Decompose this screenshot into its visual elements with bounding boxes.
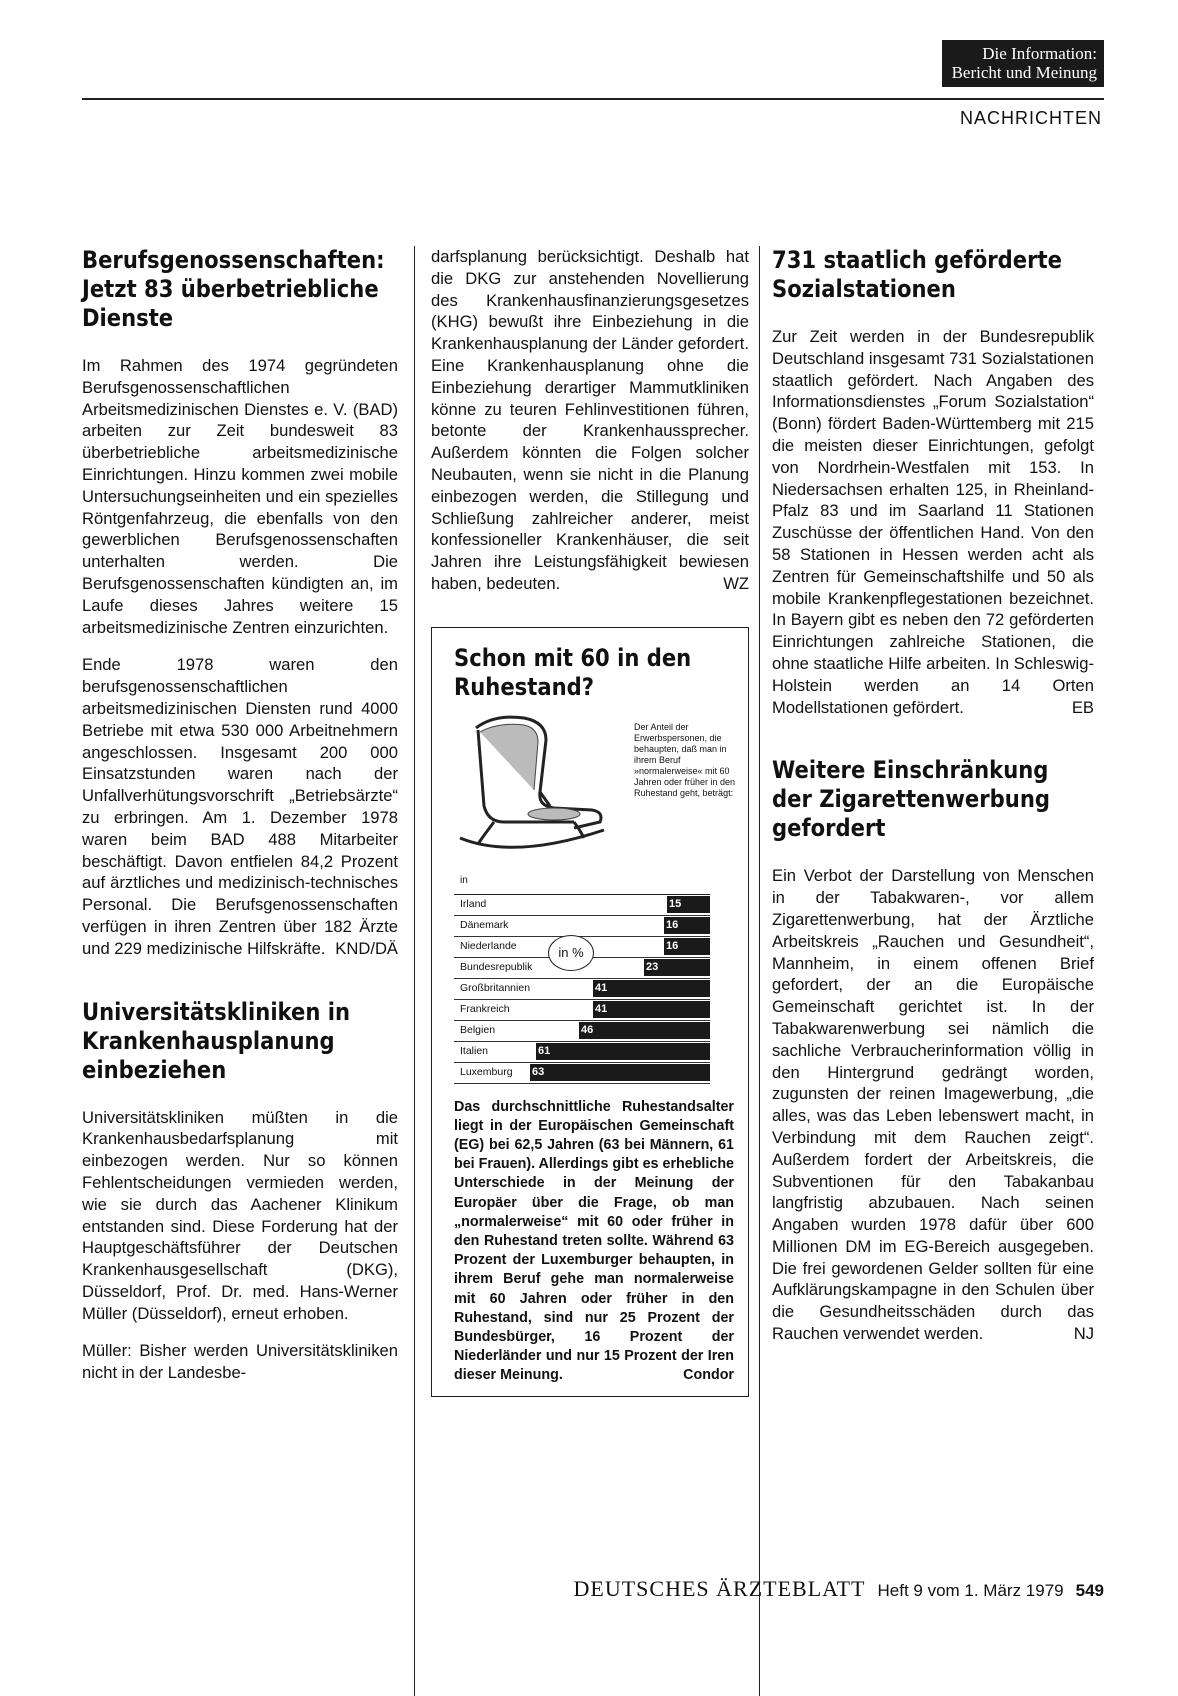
- footer-publication: DEUTSCHES ÄRZTEBLATT: [573, 1576, 866, 1601]
- bar: [664, 917, 710, 934]
- footer-issue: Heft 9 vom 1. März 1979: [877, 1581, 1064, 1600]
- bar-category-label: Niederlande: [460, 939, 517, 952]
- rocking-chair-icon: [454, 710, 624, 860]
- chart-caption-signature: Condor: [683, 1367, 734, 1384]
- page-footer: [0, 1576, 1104, 1602]
- bar-value-label: 46: [581, 1023, 594, 1036]
- bar-row: [454, 895, 710, 916]
- bar: [579, 1022, 710, 1039]
- article-2-paragraph-1: Universitätskliniken müßten in die Krankenhausbedarfsplanung mit einbezogen werden. Nur so können Fehlentscheidungen vermieden werden, wie sie durch das Aachener Klinikum entstanden sind. Diese Forderung hat der Hauptgeschäftsführer der Deutschen Krankenhausgesellschaft (DKG), Düsseldorf, Prof. Dr. med. Hans-Werner Müller (Düsseldorf), erneut erhoben.: [82, 1107, 398, 1323]
- bar: [536, 1043, 710, 1060]
- bar-value-label: 23: [646, 960, 659, 973]
- article-2-paragraph-2-continued-text: darfsplanung berücksichtigt. Deshalb hat die DKG zur anstehenden Novellierung des Krankenhausfinanzierungsgesetzes (KHG) bewußt ihre Einbeziehung in die Krankenhausplanung der Länder gefordert. Eine Krankenhausplanung ohne die Einbeziehung derartiger Mammutkliniken könne zu teuren Fehlinvestitionen führen, betonte der Krankenhaussprecher. Außerdem könnten die Folgen solcher Neubauten, wenn sie nicht in die Planung einbezogen werden, die Stillegung und Schließung zahlreicher anderer, meist konfessioneller Krankenhäuser, die seit Jahren ihre Leistungsfähigkeit bewiesen haben, bedeuten.: [431, 247, 749, 593]
- bar-category-label: Belgien: [460, 1023, 496, 1036]
- article-4-paragraph-1-text: Ein Verbot der Darstellung von Menschen in der Tabakwaren-, vor allem Zigarettenwerbung, hat der Ärztliche Arbeitskreis „Rauchen und Gesundheit“, Mannheim, in einem offenen Brief gefordert, der an die Europäische Gemeinschaft gerichtet ist. In der Tabakwarenwerbung sei nämlich die sachliche Verbraucherinformation völlig in den Hintergrund gedrängt worden, zugunsten der reinen Imagewerbung, „die alles, was das Leben lebenswert macht, in Verbindung mit dem Rauchen zeigt“. Außerdem fordert der Arbeitskreis, die Subventionen für den Tabakanbau langfristig abzubauen. Nach seinen Angaben wurden 1978 dafür über 600 Millionen DM im EG-Bereich ausgegeben. Die frei gewordenen Gelder sollten für eine Aufklärungskampagne in den Schulen über die Gesundheitsschäden durch das Rauchen verwendet werden.: [772, 866, 1094, 1344]
- chart-unit-label: in %: [548, 935, 594, 971]
- chart-in-label: in: [460, 874, 468, 886]
- bar-category-label: Luxemburg: [460, 1065, 513, 1078]
- article-3-signature: EB: [1071, 697, 1094, 717]
- chart-note: Der Anteil der Erwerbspersonen, die behaupten, daß man in ihrem Beruf »normalerweise« mit 60 Jahren oder früher in den Ruhestand geht, beträgt:: [634, 721, 736, 798]
- chart-caption: [454, 1098, 734, 1386]
- bar: [530, 1064, 710, 1081]
- footer-page-number: 549: [1075, 1581, 1104, 1600]
- article-2-headline: Universitätskliniken in Krankenhausplanung einbeziehen: [82, 997, 351, 1084]
- retirement-chart-box: [431, 627, 749, 1397]
- bar: [593, 1001, 710, 1018]
- article-3-paragraph-1: [772, 326, 1094, 718]
- bar-row: [454, 979, 710, 1000]
- bar-value-label: 41: [595, 1002, 608, 1015]
- bar-value-label: 16: [666, 918, 679, 931]
- bar-value-label: 15: [669, 897, 682, 910]
- chart-caption-text: Das durchschnittliche Ruhestandsalter liegt in der Europäischen Gemeinschaft (EG) bei 62,5 Jahren (63 bei Männern, 61 bei Frauen). Allerdings gibt es erhebliche Unterschiede in der Meinung der Europäer über die Frage, ob man „normalerweise“ mit 60 oder früher in den Ruhestand treten sollte. Während 63 Prozent der Luxemburger behaupten, in ihrem Beruf gehe man normalerweise mit 60 Jahren oder früher in den Ruhestand, sind nur 25 Prozent der Bundesbürger, 16 Prozent der Niederländer und nur 15 Prozent der Iren dieser Meinung.: [454, 1098, 734, 1384]
- bar-row: [454, 1021, 710, 1042]
- bar-value-label: 63: [532, 1065, 545, 1078]
- header-badge-line1: Die Information:: [982, 44, 1097, 63]
- column-1: [82, 246, 398, 1400]
- section-label: NACHRICHTEN: [959, 108, 1102, 128]
- bar: [667, 896, 710, 913]
- article-1-paragraph-1: Im Rahmen des 1974 gegründeten Berufsgenossenschaftlichen Arbeitsmedizinischen Dienstes e. V. (BAD) arbeiten zur Zeit bundesweit 83 überbetriebliche arbeitsmedizinische Einrichtungen. Hinzu kommen zwei mobile Untersuchungseinheiten und ein spezielles Röntgenfahrzeug, die ebenfalls von den gewerblichen Berufsgenossenschaften unterhalten werden. Die Berufsgenossenschaften kündigten an, im Laufe dieses Jahres weitere 15 arbeitsmedizinische Zentren einzurichten.: [82, 356, 398, 637]
- column-3: [772, 246, 1094, 1361]
- article-1-headline: Berufsgenossenschaften: Jetzt 83 überbetriebliche Dienste: [82, 246, 385, 332]
- article-2-paragraph-2-continued: [431, 246, 749, 595]
- column-2: [431, 246, 749, 1397]
- column-divider-2: [759, 246, 760, 1696]
- article-2-paragraph-2-start: Müller: Bisher werden Universitätskliniken nicht in der Landesbe-: [82, 1341, 398, 1383]
- article-4-headline: Weitere Einschränkung der Zigarettenwerbung gefordert: [772, 756, 1050, 843]
- bar-row: [454, 1042, 710, 1063]
- bar-row: [454, 1063, 710, 1084]
- article-4-signature: NJ: [1073, 1324, 1094, 1344]
- bar-category-label: Irland: [460, 897, 487, 910]
- header-badge-line2: Bericht und Meinung: [951, 63, 1097, 82]
- bar-value-label: 61: [538, 1044, 551, 1057]
- bar-category-label: Frankreich: [460, 1002, 510, 1015]
- article-2-signature: WZ: [723, 573, 749, 593]
- bar-row: [454, 1000, 710, 1021]
- header-rule: [82, 98, 1104, 100]
- header-badge: [942, 40, 1104, 87]
- bar-chart: [454, 894, 710, 1084]
- bar: [664, 938, 710, 955]
- bar-category-label: Bundesrepublik: [460, 960, 533, 973]
- bar-category-label: Italien: [460, 1044, 489, 1057]
- chair-illustration-area: [454, 710, 734, 870]
- bar-category-label: Großbritannien: [460, 981, 531, 994]
- bar-value-label: 41: [595, 981, 608, 994]
- bar-category-label: Dänemark: [460, 918, 509, 931]
- article-3-paragraph-1-text: Zur Zeit werden in der Bundesrepublik Deutschland insgesamt 731 Sozialstationen staatlich gefördert. Nach Angaben des Informationsdienstes „Forum Sozialstation“ (Bonn) fördert Baden-Württemberg mit 215 die meisten dieser Einrichtungen, gefolgt von Nordrhein-Westfalen mit 153. In Niedersachsen erhalten 125, in Rheinland-Pfalz 83 und im Saarland 11 Stationen Zuschüsse der öffentlichen Hand. Von den 58 Stationen in Hessen werden acht als Zentren für Gemeinschaftshilfe und 50 als mobile Krankenpflegestationen bezeichnet. In Bayern gibt es neben den 72 geförderten Einrichtungen zahlreiche Stationen, die ohne staatliche Hilfe arbeiten. In Schleswig-Holstein werden an 14 Orten Modellstationen gefördert.: [772, 327, 1094, 717]
- bar: [644, 959, 710, 976]
- article-1-paragraph-2-text: Ende 1978 waren den berufsgenossenschaftlichen arbeitsmedizinischen Diensten rund 4000 Betriebe mit etwa 530 000 Arbeitnehmern angeschlossen. Insgesamt 200 000 Einsatzstunden waren nach der Unfallverhütungsvorschrift „Betriebsärzte“ zu erbringen. Am 1. Dezember 1978 waren beim BAD 488 Mitarbeiter beschäftigt. Davon entfielen 84,2 Prozent auf ärztliches und medizinisch-technisches Personal. Die Berufsgenossenschaften verfügen in ihren Zentren über 182 Ärzte und 229 medizinische Hilfskräfte.: [82, 655, 398, 958]
- article-4-paragraph-1: [772, 865, 1094, 1345]
- article-1-paragraph-2: [82, 654, 398, 959]
- chart-title: Schon mit 60 in den Ruhestand?: [454, 643, 692, 701]
- bar: [593, 980, 710, 997]
- bar-value-label: 16: [666, 939, 679, 952]
- article-3-headline: 731 staatlich geförderte Sozialstationen: [772, 246, 1062, 303]
- column-divider-1: [414, 246, 415, 1696]
- bar-row: [454, 916, 710, 937]
- article-1-signature: KND/DÄ: [335, 938, 398, 958]
